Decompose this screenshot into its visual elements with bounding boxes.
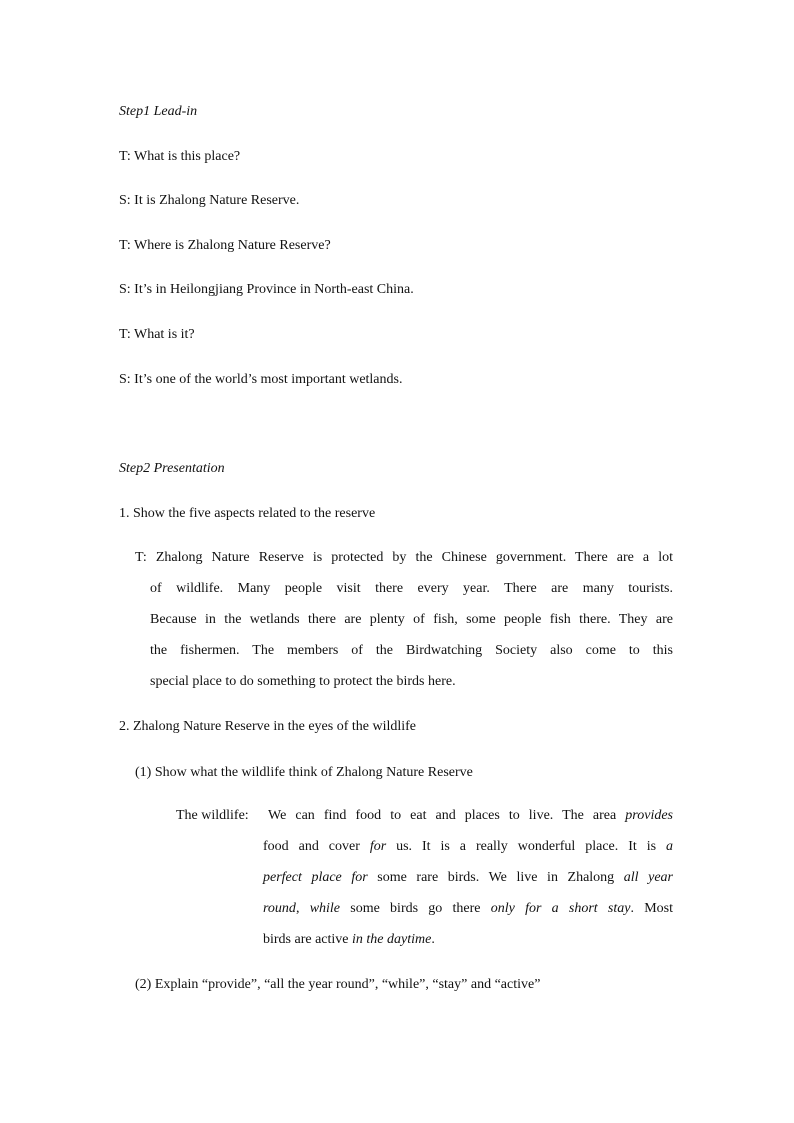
speech-italic: for bbox=[369, 839, 387, 854]
dialogue-line-2: S: It is Zhalong Nature Reserve. bbox=[119, 193, 300, 208]
speech-text: some birds go there bbox=[340, 901, 491, 916]
dialogue-line-6: S: It’s one of the world’s most important wetlands. bbox=[119, 372, 403, 387]
item2-sub1: (1) Show what the wildlife think of Zhalong Nature Reserve bbox=[135, 765, 473, 780]
speaker-label: The wildlife: bbox=[176, 808, 249, 823]
item2-sub2: (2) Explain “provide”, “all the year round”, “while”, “stay” and “active” bbox=[135, 977, 541, 992]
speech-line-5 bbox=[263, 931, 435, 949]
step1-heading: Step1 Lead-in bbox=[119, 104, 198, 119]
speech-italic: only for a short stay bbox=[490, 901, 631, 916]
speech-text: We can find food to eat and places to live. The area bbox=[268, 808, 626, 823]
speech-text: us. It is a really wonderful place. It is bbox=[386, 839, 666, 854]
speech-text: , bbox=[295, 901, 310, 916]
speech-italic: all year bbox=[623, 870, 674, 885]
speech-text: . bbox=[431, 932, 435, 947]
dialogue-line-3: T: Where is Zhalong Nature Reserve? bbox=[119, 238, 331, 253]
item1-paragraph-line-2: of wildlife. Many people visit there every year. There are many tourists. bbox=[150, 581, 673, 596]
item1-paragraph-line-5: special place to do something to protect the birds here. bbox=[150, 674, 456, 689]
speech-line-4 bbox=[263, 900, 673, 918]
step2-heading: Step2 Presentation bbox=[119, 461, 225, 476]
item1-paragraph-line-4: the fishermen. The members of the Birdwatching Society also come to this bbox=[150, 643, 673, 658]
speech-line-3 bbox=[263, 869, 673, 887]
speech-text: . Most bbox=[630, 901, 674, 916]
speech-italic: a bbox=[666, 839, 673, 854]
item2-title: 2. Zhalong Nature Reserve in the eyes of the wildlife bbox=[119, 719, 417, 734]
item1-paragraph-line-3: Because in the wetlands there are plenty of fish, some people fish there. They are bbox=[150, 612, 673, 627]
item1-title: 1. Show the five aspects related to the reserve bbox=[119, 506, 376, 521]
speech-line-1 bbox=[268, 807, 673, 825]
speech-line-2 bbox=[263, 838, 673, 856]
speech-italic: provides bbox=[625, 808, 673, 823]
item1-paragraph-line-1: T: Zhalong Nature Reserve is protected by the Chinese government. There are a lot bbox=[135, 550, 673, 565]
speech-italic: round bbox=[263, 901, 296, 916]
speech-italic: in the daytime bbox=[352, 932, 432, 947]
speech-text: food and cover bbox=[263, 839, 370, 854]
speech-italic: perfect place for bbox=[263, 870, 368, 885]
speech-italic: while bbox=[309, 901, 341, 916]
speech-text: some rare birds. We live in Zhalong bbox=[367, 870, 624, 885]
dialogue-line-5: T: What is it? bbox=[119, 327, 195, 342]
dialogue-line-1: T: What is this place? bbox=[119, 149, 241, 164]
speech-text: birds are active bbox=[263, 932, 353, 947]
dialogue-line-4: S: It’s in Heilongjiang Province in North-east China. bbox=[119, 282, 414, 297]
